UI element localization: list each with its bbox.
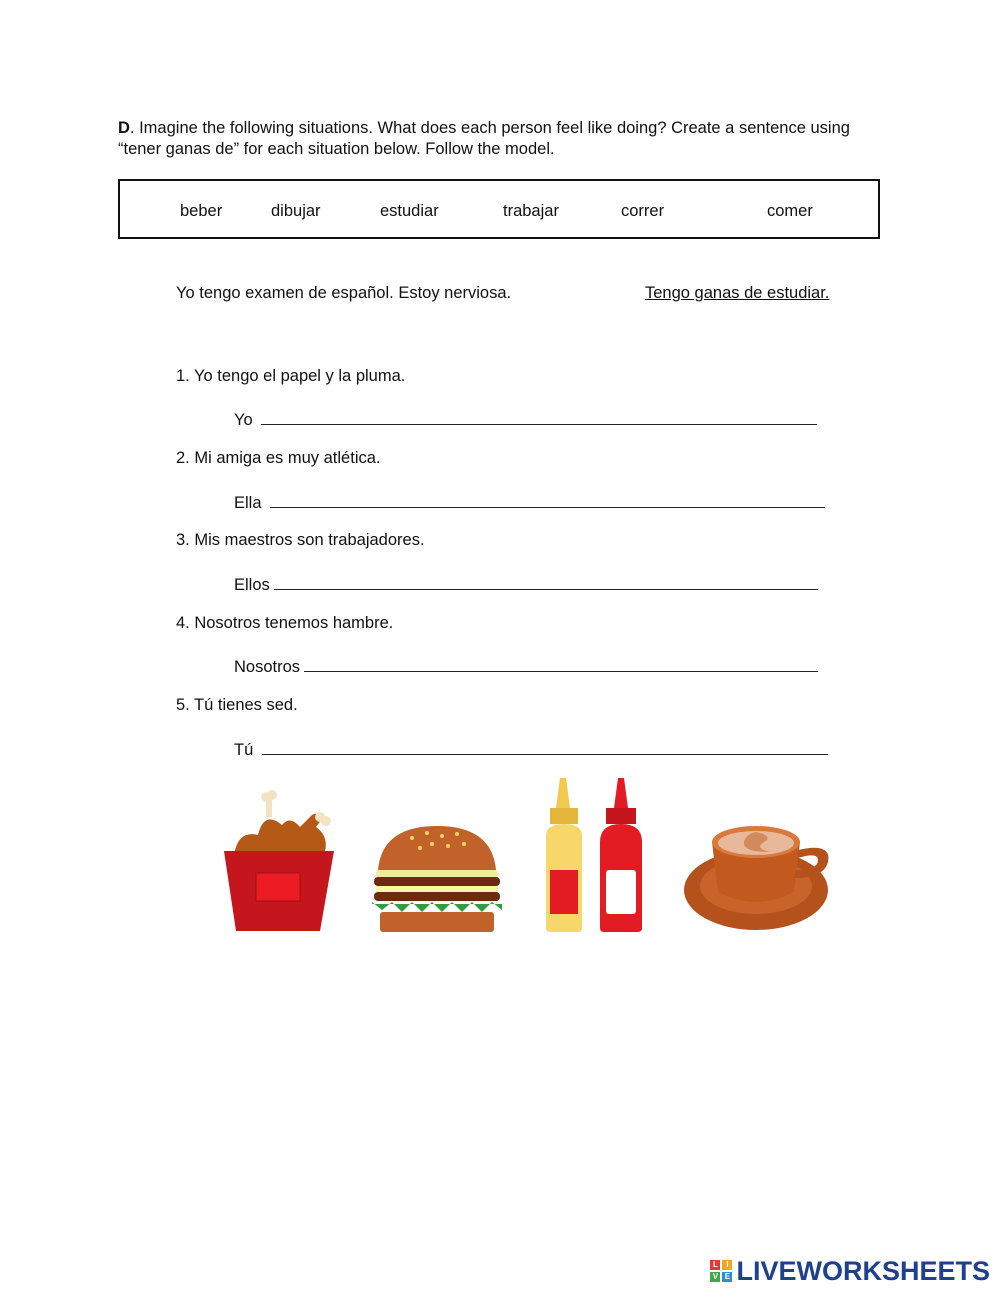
question-3: 3. Mis maestros son trabajadores. — [176, 531, 425, 549]
logo-wordmark: LIVEWORKSHEETS — [736, 1255, 990, 1286]
condiment-bottles-icon — [538, 778, 648, 934]
word-bank-item: beber — [180, 202, 223, 220]
logo-block: L — [710, 1260, 720, 1270]
section-letter: D — [118, 119, 130, 137]
fried-chicken-bucket-icon — [220, 785, 338, 935]
answer-blank-4[interactable] — [304, 655, 818, 672]
question-5: 5. Tú tienes sed. — [176, 696, 298, 714]
answer-blank-3[interactable] — [274, 573, 818, 590]
word-bank-item: dibujar — [271, 202, 321, 220]
word-bank — [118, 179, 880, 239]
logo-block: V — [710, 1272, 720, 1282]
instructions — [118, 118, 878, 160]
answer-row-1 — [234, 408, 817, 430]
answer-blank-5[interactable] — [262, 738, 828, 755]
answer-row-5 — [234, 738, 828, 760]
answer-subject: Ellos — [234, 576, 270, 594]
model-situation: Yo tengo examen de español. Estoy nerviosa. — [176, 284, 512, 302]
question-2: 2. Mi amiga es muy atlética. — [176, 449, 381, 467]
answer-subject: Nosotros — [234, 658, 301, 676]
answer-subject: Ella — [234, 494, 267, 512]
answer-subject: Yo — [234, 411, 258, 429]
logo-block: E — [722, 1272, 732, 1282]
question-4: 4. Nosotros tenemos hambre. — [176, 614, 394, 632]
answer-row-2 — [234, 491, 825, 513]
instructions-text: . Imagine the following situations. What does each person feel like doing? Create a sentence using “tener ganas de” for each situation below. Follow the model. — [118, 119, 850, 158]
logo-block: I — [722, 1260, 732, 1270]
answer-subject: Tú — [234, 741, 258, 759]
word-bank-item: estudiar — [380, 202, 439, 220]
question-1: 1. Yo tengo el papel y la pluma. — [176, 367, 406, 385]
word-bank-item: correr — [621, 202, 665, 220]
answer-row-4 — [234, 655, 818, 677]
model-answer: Tengo ganas de estudiar. — [645, 284, 830, 302]
liveworksheets-logo — [710, 1253, 990, 1289]
logo-blocks — [710, 1260, 732, 1282]
hamburger-icon — [372, 822, 502, 934]
word-bank-item: trabajar — [503, 202, 559, 220]
answer-row-3 — [234, 573, 818, 595]
word-bank-item: comer — [767, 202, 813, 220]
answer-blank-1[interactable] — [261, 408, 817, 425]
coffee-cup-icon — [682, 812, 834, 934]
answer-blank-2[interactable] — [270, 491, 825, 508]
